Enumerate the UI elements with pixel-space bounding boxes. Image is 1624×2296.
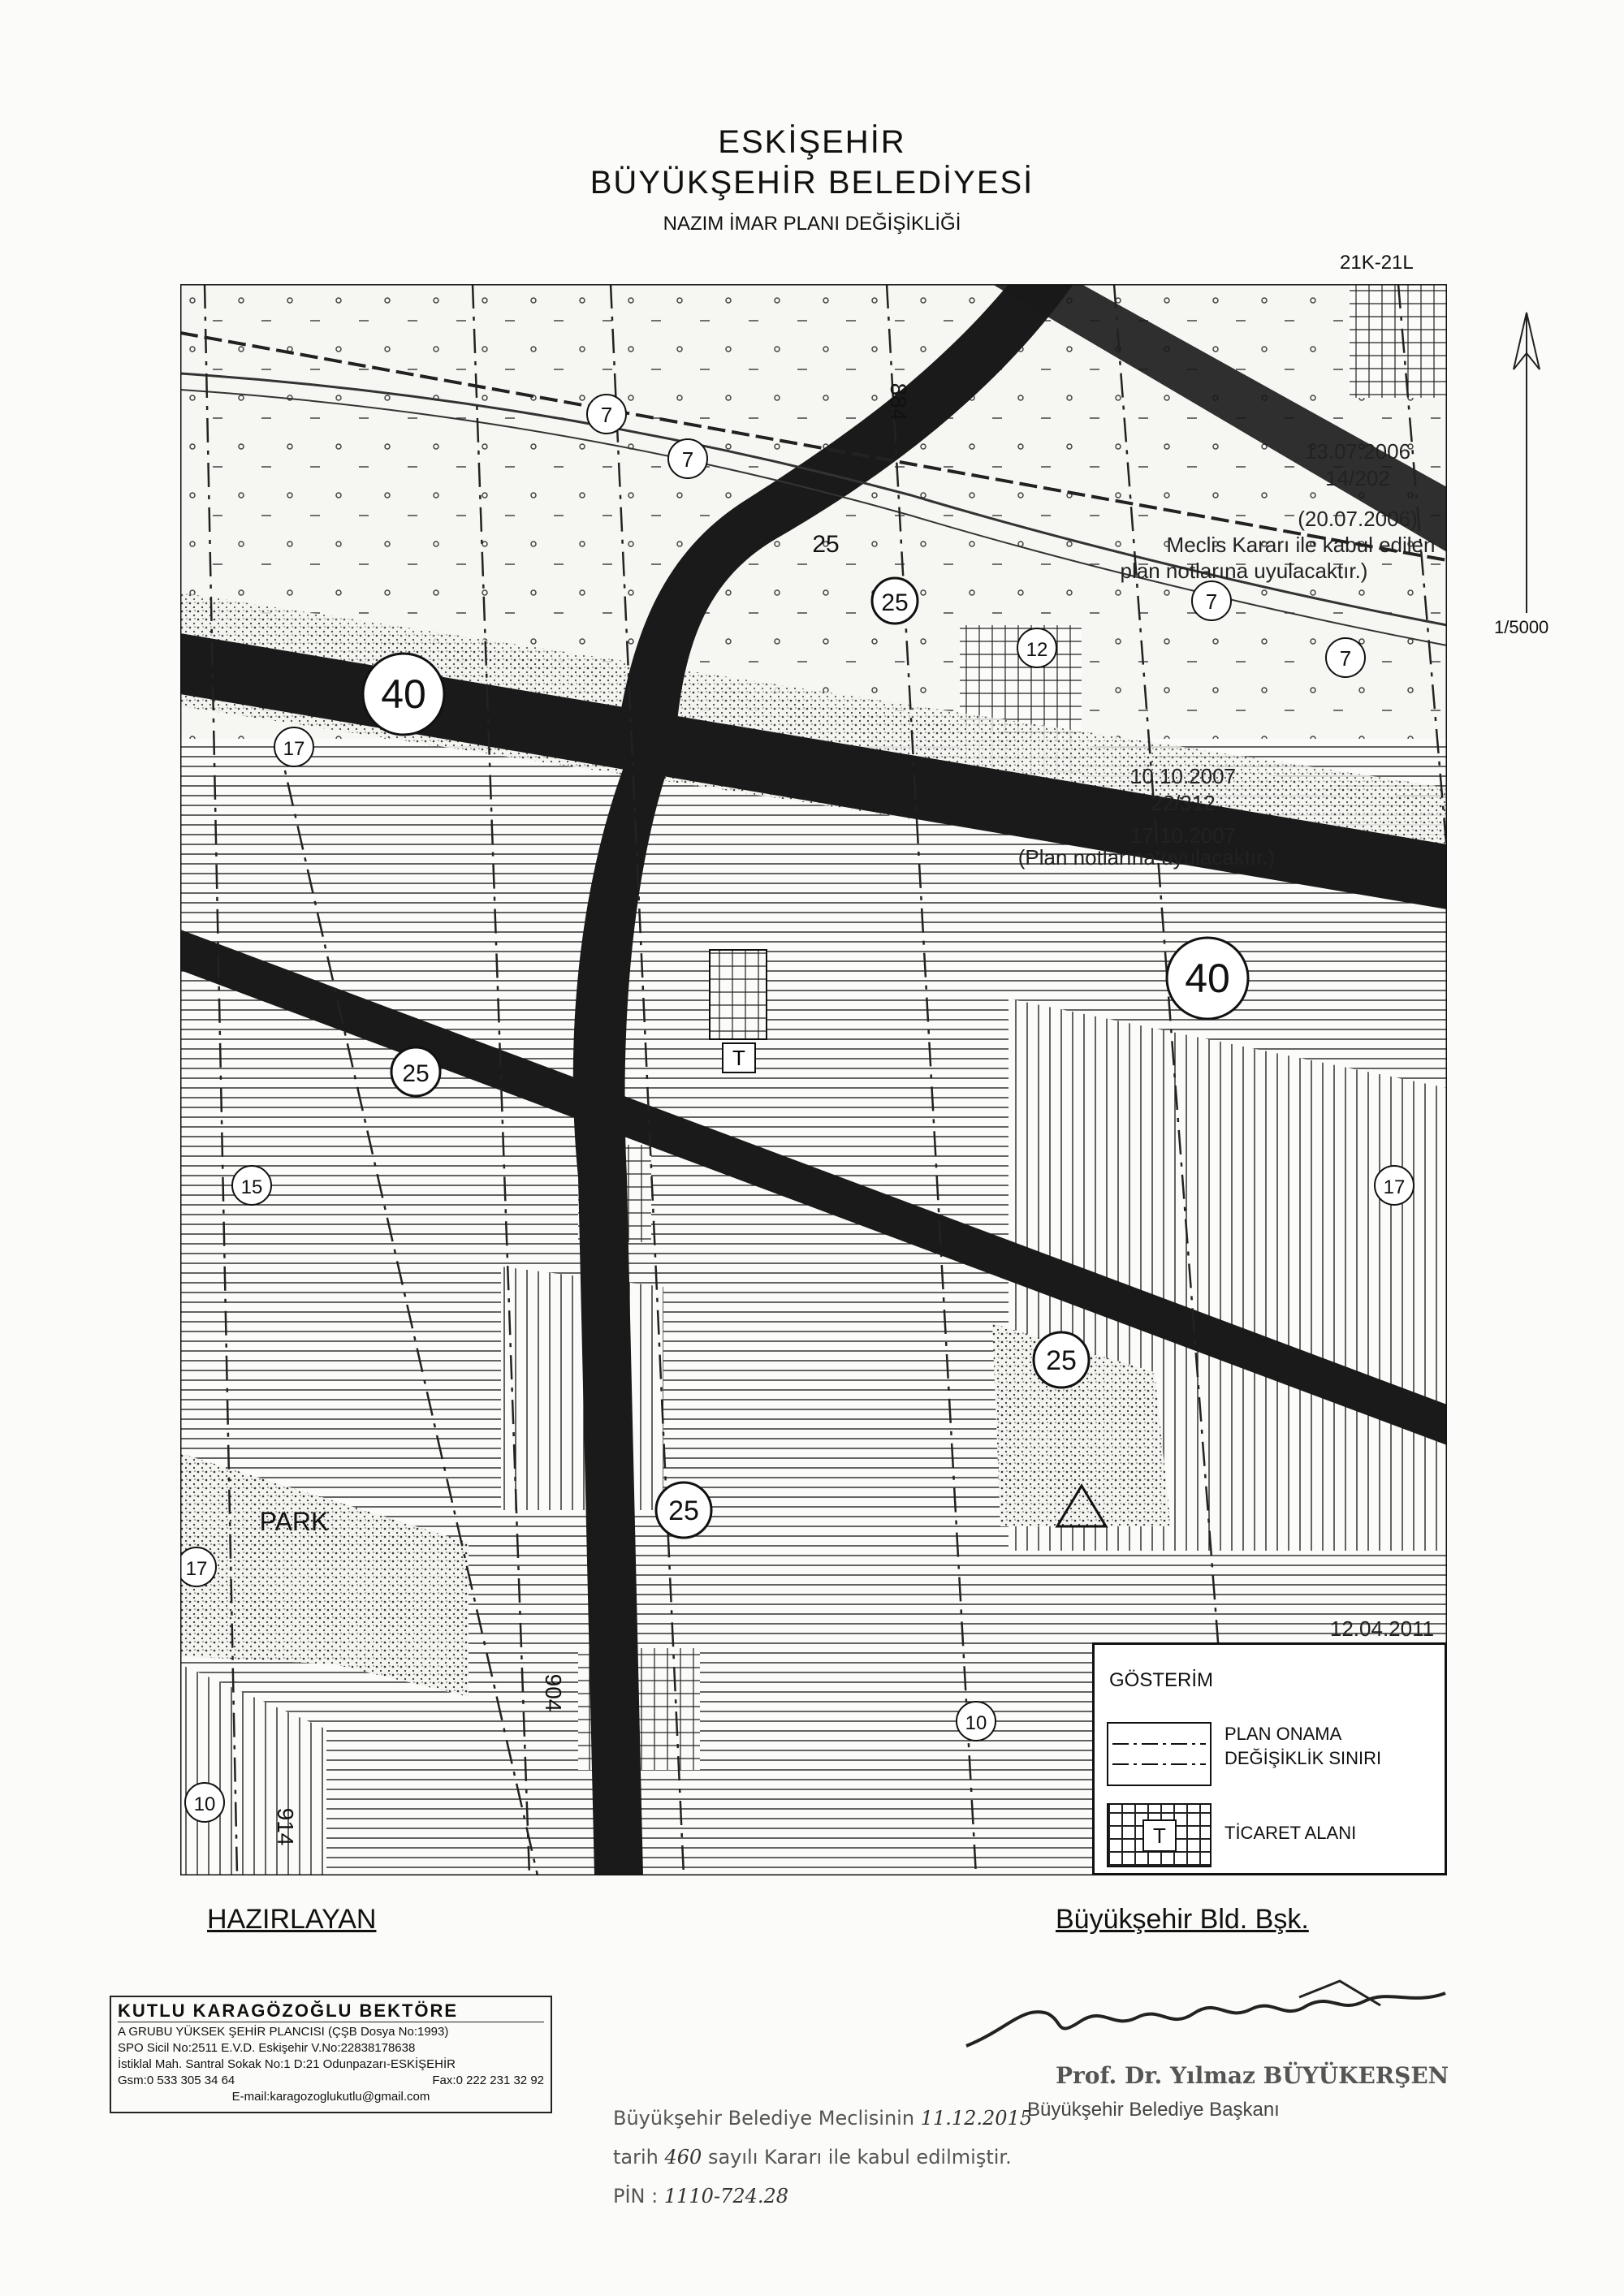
- stamp-line2: SPO Sicil No:2511 E.V.D. Eskişehir V.No:22838178638: [118, 2041, 416, 2055]
- decision-line2: [613, 2138, 1032, 2177]
- park-label: PARK: [259, 1507, 329, 1536]
- note1-date1: 13.07.2006: [1304, 439, 1411, 464]
- prepared-by-label: HAZIRLAYAN: [207, 1904, 377, 1935]
- road-25-label-diag: 25: [1046, 1345, 1077, 1376]
- note2-date1: 10.10.2007: [1129, 764, 1237, 788]
- label-17-b: 17: [1383, 1176, 1406, 1198]
- stamp-line3: İstiklal Mah. Santral Sokak No:1 D:21 Odunpazarı-ESKİŞEHİR: [118, 2057, 456, 2071]
- decision-date: 11.12.2015: [920, 2107, 1033, 2130]
- document-header: [0, 122, 1624, 240]
- stamp-email: E-mail:karagozoglukutlu@gmail.com: [231, 2090, 430, 2104]
- plan-title: NAZIM İMAR PLANI DEĞİŞİKLİĞİ: [663, 213, 961, 235]
- label-10-a: 10: [965, 1712, 987, 1734]
- commerce-legend-icon: [1107, 1803, 1212, 1867]
- mayor-signature-icon: [958, 1973, 1462, 2062]
- label-17-a: 17: [283, 738, 305, 760]
- mayor-title: Büyükşehir Belediye Başkanı: [1027, 2099, 1280, 2121]
- map-drawing: [180, 284, 1447, 1875]
- map-scale: 1/5000: [1494, 617, 1549, 637]
- decision-text1: Büyükşehir Belediye Meclisinin: [613, 2107, 915, 2130]
- note2-no: 22/312: [1151, 791, 1216, 815]
- contour-914: 914: [273, 1807, 298, 1846]
- legend-commerce-label: TİCARET ALANI: [1224, 1823, 1357, 1843]
- road-40-label-east: 40: [1185, 956, 1230, 1001]
- municipality-title: BÜYÜKŞEHİR BELEDİYESİ: [590, 165, 1034, 201]
- planner-stamp: [110, 1996, 552, 2113]
- stamp-contact-row: [118, 2073, 544, 2089]
- road-25-label-west: 25: [402, 1060, 430, 1087]
- legend-boundary-line2: DEĞİŞİKLİK SINIRI: [1224, 1748, 1382, 1768]
- contour-884: 884: [886, 382, 911, 421]
- plan-map: [180, 284, 1447, 1875]
- note2-text: (Plan notlarına uyulacaktır.): [1017, 845, 1276, 870]
- north-arrow-icon: [1502, 304, 1551, 629]
- contour-904: 904: [541, 1673, 566, 1712]
- commerce-legend-symbol: T: [1142, 1819, 1177, 1852]
- label-7-a: 7: [600, 403, 613, 427]
- note1-date2: (20.07.2006): [1298, 507, 1418, 531]
- legend-title: GÖSTERİM: [1109, 1669, 1214, 1691]
- road-25-label-north: 25: [881, 589, 909, 616]
- note1-text2: plan notlarına uyulacaktır.): [1120, 559, 1368, 583]
- label-15: 15: [240, 1176, 263, 1198]
- grid-area-east: [1350, 284, 1447, 398]
- legend-box: [1092, 1642, 1447, 1875]
- label-7-b: 7: [681, 447, 694, 472]
- note1-text1: Meclis Kararı ile kabul edilen: [1166, 533, 1436, 557]
- note-2011-date: 12.04.2011: [1329, 1616, 1435, 1641]
- legend-boundary-line1: PLAN ONAMA: [1224, 1724, 1342, 1744]
- decision-text2a: tarih: [613, 2146, 659, 2169]
- commerce-symbol: T: [732, 1046, 745, 1070]
- stamp-fax: Fax:0 222 231 32 92: [432, 2074, 544, 2087]
- mayor-signature-label: Büyükşehir Bld. Bşk.: [1056, 1904, 1309, 1935]
- pin-value: 1110-724.28: [663, 2185, 789, 2208]
- city-title: ESKİŞEHİR: [718, 124, 906, 160]
- pin-label: PİN :: [613, 2185, 659, 2208]
- decision-text2b: sayılı Kararı ile kabul edilmiştir.: [707, 2146, 1012, 2169]
- legend-boundary-label: [1224, 1722, 1381, 1771]
- label-7-c: 7: [1205, 589, 1218, 614]
- note2-date2: 17.10.2007: [1129, 823, 1237, 848]
- label-10-b: 10: [193, 1793, 216, 1815]
- mayor-name: Prof. Dr. Yılmaz BÜYÜKERŞEN: [1056, 2062, 1449, 2089]
- boundary-legend-icon: [1107, 1722, 1212, 1786]
- stamp-line1: A GRUBU YÜKSEK ŞEHİR PLANCISI (ÇŞB Dosya No:1993): [118, 2025, 449, 2039]
- sheet-number: 21K-21L: [1340, 252, 1414, 274]
- label-17-c: 17: [185, 1558, 208, 1580]
- stamp-name: KUTLU KARAGÖZOĞLU BEKTÖRE: [118, 2000, 544, 2022]
- council-decision: [613, 2099, 1032, 2216]
- road-25-label-curve: 25: [812, 531, 840, 558]
- stamp-gsm: Gsm:0 533 305 34 64: [118, 2074, 235, 2087]
- road-25-label-south: 25: [668, 1495, 699, 1526]
- decision-line1: [613, 2099, 1032, 2138]
- road-40-label-west: 40: [381, 671, 426, 717]
- label-7-d: 7: [1339, 646, 1352, 671]
- note1-no: 14/202: [1325, 466, 1390, 490]
- decision-number: 460: [664, 2146, 702, 2169]
- label-12: 12: [1026, 639, 1048, 661]
- decision-line3: [613, 2177, 1032, 2216]
